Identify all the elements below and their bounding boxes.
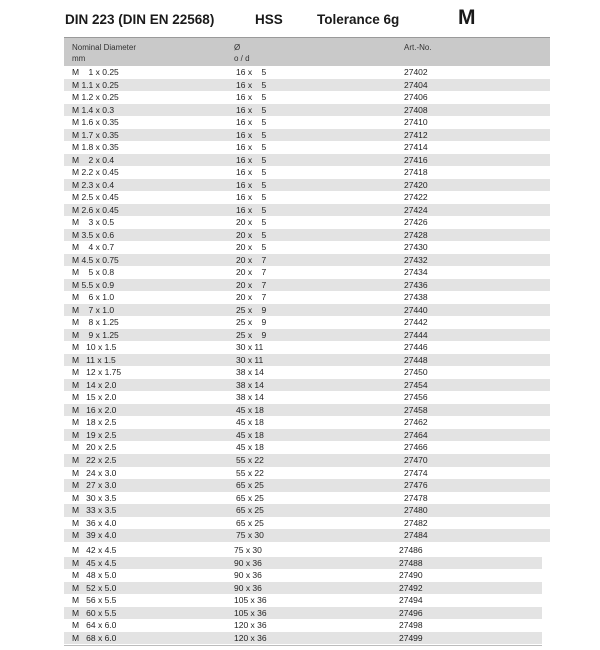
thread-size-cell: M 18 x 2.5: [72, 417, 117, 428]
thread-size-cell: M 3.5 x 0.6: [72, 229, 115, 240]
dimension-cell: 38 x 14: [236, 379, 264, 390]
table-row: [64, 191, 550, 204]
dimension-cell: 16 x 5: [236, 117, 267, 128]
header-nominal-diameter: Nominal Diameter: [72, 43, 137, 52]
table-row: [64, 404, 550, 417]
table-row: [64, 354, 550, 367]
dimension-cell: 75 x 30: [236, 530, 264, 541]
product-table-continued: [64, 544, 550, 644]
article-number-cell: 27494: [399, 595, 423, 605]
article-number-cell: 27442: [404, 317, 428, 328]
table-row: [64, 569, 550, 582]
thread-size-cell: M 22 x 2.5: [72, 454, 117, 465]
thread-size-cell: M 1.7 x 0.35: [72, 129, 119, 140]
dimension-cell: 45 x 18: [236, 442, 264, 453]
dimension-cell: 38 x 14: [236, 392, 264, 403]
thread-size-cell: M 2.3 x 0.4: [72, 179, 115, 190]
table-row: [64, 116, 550, 129]
article-number-cell: 27414: [404, 142, 428, 153]
dimension-cell: 90 x 36: [234, 582, 262, 593]
dimension-cell: 105 x 36: [234, 595, 267, 605]
thread-size-cell: M 11 x 1.5: [72, 354, 116, 365]
table-row: [64, 416, 550, 429]
article-number-cell: 27464: [404, 429, 428, 440]
header-unit: mm: [72, 54, 86, 63]
dimension-cell: 20 x 5: [236, 217, 267, 228]
dimension-cell: 25 x 9: [236, 317, 267, 328]
table-row: [64, 154, 550, 167]
dimension-cell: 90 x 36: [234, 557, 262, 568]
header-dimensions: o / d: [234, 54, 250, 63]
article-number-cell: 27478: [404, 492, 428, 503]
article-number-cell: 27446: [404, 342, 428, 353]
thread-size-cell: M 16 x 2.0: [72, 404, 117, 415]
article-number-cell: 27404: [404, 79, 428, 90]
table-row: [64, 594, 550, 607]
thread-size-cell: M 64 x 6.0: [72, 620, 117, 630]
thread-size-cell: M 19 x 2.5: [72, 429, 117, 440]
dimension-cell: 25 x 9: [236, 304, 267, 315]
article-number-cell: 27408: [404, 104, 428, 115]
article-number-cell: 27484: [404, 530, 428, 541]
article-number-cell: 27482: [404, 517, 428, 528]
table-row: [64, 91, 550, 104]
thread-size-cell: M 1.4 x 0.3: [72, 104, 115, 115]
catalog-title: [0, 8, 600, 32]
dimension-cell: 20 x 7: [236, 292, 267, 303]
table-row: [64, 607, 542, 620]
dimension-cell: 16 x 5: [236, 192, 267, 203]
dimension-cell: 16 x 5: [236, 167, 267, 178]
table-header: [64, 37, 550, 66]
dimension-cell: 105 x 36: [234, 607, 267, 618]
dimension-cell: 16 x 5: [236, 154, 267, 165]
table-row: [64, 216, 550, 229]
dimension-cell: 16 x 5: [236, 92, 267, 103]
thread-size-cell: M 4.5 x 0.75: [72, 254, 119, 265]
thread-size-cell: M 7 x 1.0: [72, 304, 115, 315]
thread-size-cell: M 14 x 2.0: [72, 379, 117, 390]
table-row: [64, 141, 550, 154]
dimension-cell: 75 x 30: [234, 545, 262, 555]
article-number-cell: 27410: [404, 117, 428, 128]
table-row: [64, 291, 550, 304]
header-article-number: Art.-No.: [404, 43, 432, 52]
thread-size-cell: M 42 x 4.5: [72, 545, 117, 555]
table-row: [64, 379, 550, 392]
table-row: [64, 529, 550, 542]
article-number-cell: 27422: [404, 192, 428, 203]
table-row: [64, 341, 550, 354]
thread-size-cell: M 6 x 1.0: [72, 292, 115, 303]
dimension-cell: 120 x 36: [234, 632, 267, 643]
article-number-cell: 27440: [404, 304, 428, 315]
thread-size-cell: M 33 x 3.5: [72, 505, 117, 516]
article-number-cell: 27428: [404, 229, 428, 240]
thread-size-cell: M 27 x 3.0: [72, 480, 117, 491]
thread-size-cell: M 24 x 3.0: [72, 467, 117, 478]
header-diameter-symbol: Ø: [234, 43, 241, 52]
dimension-cell: 90 x 36: [234, 570, 262, 580]
dimension-cell: 20 x 7: [236, 267, 267, 278]
thread-size-cell: M 12 x 1.75: [72, 367, 122, 378]
dimension-cell: 16 x 5: [236, 79, 267, 90]
table-row: [64, 129, 550, 142]
table-row: [64, 79, 550, 92]
thread-type-label: M: [458, 6, 476, 29]
article-number-cell: 27420: [404, 179, 428, 190]
table-row: [64, 517, 550, 530]
article-number-cell: 27416: [404, 154, 428, 165]
article-number-cell: 27458: [404, 404, 428, 415]
article-number-cell: 27434: [404, 267, 428, 278]
table-row: [64, 557, 542, 570]
article-number-cell: 27418: [404, 167, 428, 178]
table-row: [64, 66, 550, 79]
table-row: [64, 204, 550, 217]
thread-size-cell: M 39 x 4.0: [72, 530, 117, 541]
table-row: [64, 582, 542, 595]
dimension-cell: 16 x 5: [236, 204, 267, 215]
table-row: [64, 229, 550, 242]
article-number-cell: 27402: [404, 67, 428, 77]
dimension-cell: 30 x 11: [236, 342, 264, 353]
thread-size-cell: M 1.1 x 0.25: [72, 79, 119, 90]
table-row: [64, 279, 550, 292]
article-number-cell: 27474: [404, 467, 428, 478]
dimension-cell: 20 x 7: [236, 254, 267, 265]
article-number-cell: 27454: [404, 379, 428, 390]
thread-size-cell: M 4 x 0.7: [72, 242, 115, 253]
thread-size-cell: M 5 x 0.8: [72, 267, 115, 278]
thread-size-cell: M 2 x 0.4: [72, 154, 115, 165]
thread-size-cell: M 1 x 0.25: [72, 67, 119, 77]
dimension-cell: 20 x 7: [236, 279, 267, 290]
table-row: [64, 454, 550, 467]
thread-size-cell: M 48 x 5.0: [72, 570, 117, 580]
thread-size-cell: M 9 x 1.25: [72, 329, 119, 340]
dimension-cell: 25 x 9: [236, 329, 267, 340]
table-row: [64, 329, 550, 342]
thread-size-cell: M 1.6 x 0.35: [72, 117, 119, 128]
product-table: [64, 66, 550, 542]
table-row: [64, 366, 550, 379]
dimension-cell: 16 x 5: [236, 67, 267, 77]
dimension-cell: 65 x 25: [236, 517, 264, 528]
table-row: [64, 241, 550, 254]
thread-size-cell: M 30 x 3.5: [72, 492, 117, 503]
dimension-cell: 16 x 5: [236, 142, 267, 153]
thread-size-cell: M 15 x 2.0: [72, 392, 117, 403]
thread-size-cell: M 1.8 x 0.35: [72, 142, 119, 153]
dimension-cell: 16 x 5: [236, 129, 267, 140]
article-number-cell: 27492: [399, 582, 423, 593]
thread-size-cell: M 10 x 1.5: [72, 342, 117, 353]
thread-size-cell: M 52 x 5.0: [72, 582, 117, 593]
thread-size-cell: M 2.2 x 0.45: [72, 167, 119, 178]
article-number-cell: 27498: [399, 620, 423, 630]
table-row: [64, 254, 550, 267]
table-row: [64, 479, 550, 492]
thread-size-cell: M 20 x 2.5: [72, 442, 117, 453]
article-number-cell: 27450: [404, 367, 428, 378]
dimension-cell: 45 x 18: [236, 404, 264, 415]
article-number-cell: 27438: [404, 292, 428, 303]
thread-size-cell: M 45 x 4.5: [72, 557, 117, 568]
article-number-cell: 27488: [399, 557, 423, 568]
article-number-cell: 27436: [404, 279, 428, 290]
dimension-cell: 16 x 5: [236, 179, 267, 190]
dimension-cell: 20 x 5: [236, 229, 267, 240]
table-row: [64, 266, 550, 279]
table-row: [64, 492, 550, 505]
dimension-cell: 65 x 25: [236, 480, 264, 491]
table-row: [64, 544, 550, 557]
table-row: [64, 467, 550, 480]
article-number-cell: 27462: [404, 417, 428, 428]
table-row: [64, 619, 550, 632]
dimension-cell: 30 x 11: [236, 354, 264, 365]
article-number-cell: 27470: [404, 454, 428, 465]
article-number-cell: 27432: [404, 254, 428, 265]
table-bottom-rule: [64, 645, 542, 646]
article-number-cell: 27476: [404, 480, 428, 491]
article-number-cell: 27490: [399, 570, 423, 580]
dimension-cell: 16 x 5: [236, 104, 267, 115]
tolerance-label: Tolerance 6g: [317, 12, 400, 27]
dimension-cell: 55 x 22: [236, 454, 264, 465]
thread-size-cell: M 60 x 5.5: [72, 607, 117, 618]
table-row: [64, 166, 550, 179]
dimension-cell: 45 x 18: [236, 429, 264, 440]
article-number-cell: 27480: [404, 505, 428, 516]
dimension-cell: 55 x 22: [236, 467, 264, 478]
thread-size-cell: M 2.6 x 0.45: [72, 204, 119, 215]
thread-size-cell: M 36 x 4.0: [72, 517, 117, 528]
table-row: [64, 104, 550, 117]
dimension-cell: 120 x 36: [234, 620, 267, 630]
dimension-cell: 20 x 5: [236, 242, 267, 253]
dimension-cell: 45 x 18: [236, 417, 264, 428]
article-number-cell: 27406: [404, 92, 428, 103]
standard-title: DIN 223 (DIN EN 22568): [65, 12, 215, 27]
thread-size-cell: M 2.5 x 0.45: [72, 192, 119, 203]
table-row: [64, 304, 550, 317]
article-number-cell: 27412: [404, 129, 428, 140]
dimension-cell: 65 x 25: [236, 492, 264, 503]
thread-size-cell: M 5.5 x 0.9: [72, 279, 115, 290]
table-row: [64, 391, 550, 404]
article-number-cell: 27499: [399, 632, 423, 643]
table-row: [64, 429, 550, 442]
thread-size-cell: M 8 x 1.25: [72, 317, 119, 328]
article-number-cell: 27444: [404, 329, 428, 340]
article-number-cell: 27466: [404, 442, 428, 453]
table-row: [64, 504, 550, 517]
thread-size-cell: M 3 x 0.5: [72, 217, 115, 228]
dimension-cell: 65 x 25: [236, 505, 264, 516]
thread-size-cell: M 56 x 5.5: [72, 595, 117, 605]
thread-size-cell: M 68 x 6.0: [72, 632, 117, 643]
dimension-cell: 38 x 14: [236, 367, 264, 378]
article-number-cell: 27424: [404, 204, 428, 215]
article-number-cell: 27448: [404, 354, 428, 365]
table-row: [64, 441, 550, 454]
table-row: [64, 179, 550, 192]
table-row: [64, 632, 542, 645]
thread-size-cell: M 1.2 x 0.25: [72, 92, 119, 103]
article-number-cell: 27456: [404, 392, 428, 403]
table-row: [64, 316, 550, 329]
article-number-cell: 27496: [399, 607, 423, 618]
material-label: HSS: [255, 12, 283, 27]
article-number-cell: 27430: [404, 242, 428, 253]
article-number-cell: 27426: [404, 217, 428, 228]
article-number-cell: 27486: [399, 545, 423, 555]
